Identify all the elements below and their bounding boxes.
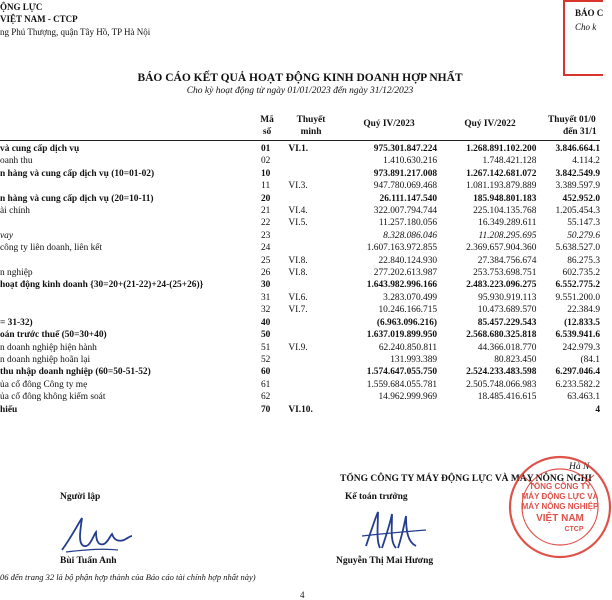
row-label: n nghiệp [0, 268, 33, 279]
row-value-ytd: (84.1 [580, 354, 600, 365]
row-value-q4-2022: 80.823.450 [494, 354, 537, 365]
row-code: 20 [260, 193, 271, 204]
accountant-name: Nguyễn Thị Mai Hương [336, 556, 434, 566]
svg-text:MÁY ĐỘNG LỰC VÀ: MÁY ĐỘNG LỰC VÀ [521, 492, 599, 501]
table-row [0, 255, 600, 267]
row-code: 50 [260, 330, 271, 341]
row-value-q4-2023: 10.246.166.715 [378, 305, 438, 316]
row-label: n hàng và cung cấp dịch vụ (10=01-02) [0, 168, 155, 179]
col-ma: Mã [260, 115, 274, 125]
row-value-ytd: 86.275.3 [567, 255, 600, 266]
row-value-q4-2023: 1.410.630.216 [383, 156, 438, 167]
row-value-ytd: 6.552.775.2 [555, 280, 600, 291]
row-value-q4-2022: 253.753.698.751 [473, 268, 537, 279]
row-note: VI.9. [288, 342, 308, 353]
row-value-q4-2022: 18.485.416.615 [477, 392, 537, 403]
row-code: 62 [260, 392, 271, 403]
row-value-q4-2023: 8.328.086.046 [383, 230, 438, 241]
row-value-q4-2023: 1.643.982.996.166 [366, 280, 438, 291]
row-value-ytd: 452.952.0 [562, 193, 600, 204]
table-row [0, 404, 600, 416]
signing-company: TỔNG CÔNG TY MÁY ĐỘNG LỰC VÀ MÁY NÔNG NGHI [340, 474, 592, 484]
col-q4-2023: Quý IV/2023 [363, 119, 415, 129]
row-value-q4-2023 [330, 404, 437, 416]
form-code-subtitle: Cho k [575, 22, 597, 32]
row-note: VI.6. [288, 292, 308, 303]
row-value-q4-2023: 1.559.684.055.781 [366, 379, 438, 390]
row-value-q4-2023: 975.301.847.224 [373, 144, 438, 154]
row-value-ytd: 242.979.3 [562, 342, 600, 353]
col-thuyet: Thuyết [296, 115, 326, 125]
row-code: 23 [260, 230, 271, 241]
row-value-ytd: 1.205.454.3 [555, 206, 600, 217]
company-seal [502, 447, 612, 567]
row-value-ytd: 3.389.597.9 [555, 181, 600, 192]
row-value-q4-2022: 1.267.142.681.072 [466, 168, 537, 179]
row-code: 25 [260, 255, 271, 266]
row-label: oanh thu [0, 156, 33, 167]
row-note: VI.5. [288, 218, 308, 229]
page-number: 4 [300, 590, 305, 600]
row-value-q4-2023: 1.607.163.972.855 [366, 243, 438, 254]
row-value-q4-2022: 1.748.421.128 [482, 156, 537, 167]
row-value-q4-2023: 62.240.850.811 [378, 342, 438, 353]
table-row [0, 267, 600, 279]
row-value-q4-2022: 1.081.193.879.889 [466, 181, 537, 192]
row-value-ytd: 22.384.9 [567, 305, 600, 316]
row-code: 22 [260, 218, 271, 229]
table-row [0, 292, 600, 304]
row-code: 40 [260, 317, 271, 328]
table-row [0, 342, 600, 354]
row-label [0, 255, 247, 267]
row-value-ytd: 63.463.1 [567, 392, 600, 403]
company-name-line1: ỘNG LỰC [0, 2, 43, 12]
row-note: VI.8. [288, 255, 308, 266]
row-value-q4-2022: 2.505.748.066.983 [466, 379, 537, 390]
footnote: 06 đến trang 32 là bộ phận hợp thành của Báo cáo tài chính hợp nhất này) [0, 572, 256, 582]
row-value-q4-2023: 22.840.124.930 [378, 255, 438, 266]
row-code: 60 [260, 367, 271, 378]
row-value-ytd: 6.233.582.2 [555, 379, 600, 390]
row-label: ủa cổ đông Công ty mẹ [0, 379, 88, 390]
row-value-ytd: 9.551.200.0 [555, 292, 600, 303]
row-code: 52 [260, 354, 271, 365]
company-address: ng Phú Thượng, quận Tây Hồ, TP Hà Nội [0, 27, 151, 37]
income-statement-table [0, 143, 600, 416]
row-value-q4-2023: 14.962.999.969 [378, 392, 438, 403]
table-row [0, 143, 600, 155]
row-value-q4-2023: 947.780.069.468 [373, 181, 438, 192]
row-value-ytd: (12.833.5 [564, 317, 600, 328]
row-note: VI.10. [288, 404, 313, 415]
row-value-q4-2022: 225.104.135.768 [473, 206, 537, 217]
row-note: VI.1. [288, 144, 309, 154]
row-label: ủa cổ đông không kiểm soát [0, 392, 106, 403]
row-note [284, 391, 330, 403]
row-note [284, 168, 330, 180]
col-minh: minh [300, 127, 322, 137]
row-value-q4-2023: 26.111.147.540 [379, 193, 438, 204]
header-divider [0, 140, 600, 141]
accountant-title: Kế toán trưởng [345, 492, 408, 502]
row-value-ytd: 6.297.046.4 [555, 367, 600, 378]
form-code-box [563, 0, 603, 76]
sign-place: Hà N [569, 462, 590, 472]
row-note [284, 155, 330, 167]
row-code: 02 [260, 156, 271, 167]
row-value-q4-2022: 16.349.289.611 [478, 218, 537, 229]
row-value-ytd: 4 [595, 404, 600, 415]
table-row [0, 193, 600, 205]
svg-text:MÁY NÔNG NGHIỆP: MÁY NÔNG NGHIỆP [521, 502, 599, 511]
row-label: hiếu [0, 404, 18, 415]
table-row [0, 379, 600, 391]
row-value-q4-2023: 1.637.019.899.950 [366, 330, 438, 341]
preparer-signature [58, 506, 138, 558]
row-value-q4-2023: 131.993.389 [390, 354, 438, 365]
row-value-q4-2022: 10.473.689.570 [477, 305, 537, 316]
row-value-q4-2023: 11.257.180.056 [378, 218, 438, 229]
table-row [0, 366, 600, 378]
row-code: 30 [260, 280, 271, 291]
row-value-ytd: 5.638.527.0 [555, 243, 600, 254]
row-value-q4-2023: 277.202.613.987 [373, 268, 438, 279]
row-value-q4-2023: (6.963.096.216) [376, 317, 438, 328]
row-value-q4-2022: 2.369.657.904.360 [466, 243, 537, 254]
table-row [0, 230, 600, 242]
row-note: VI.3. [288, 181, 308, 192]
row-note [284, 379, 330, 391]
row-note [284, 230, 330, 242]
row-value-ytd: 6.539.941.6 [555, 330, 600, 341]
svg-text:TỔNG CÔNG TY: TỔNG CÔNG TY [529, 482, 591, 491]
row-value-q4-2022: 44.366.018.770 [477, 342, 537, 353]
row-note: VI.4. [288, 206, 308, 217]
row-note [284, 329, 330, 341]
row-label: vay [0, 230, 14, 241]
row-note: VI.7. [288, 305, 308, 316]
row-value-q4-2023: 973.891.217.008 [373, 168, 438, 179]
row-note [284, 366, 330, 378]
row-code: 31 [260, 292, 271, 303]
row-value-ytd: 50.279.6 [567, 230, 600, 241]
table-row [0, 155, 600, 167]
row-label: oán trước thuế (50=30+40) [0, 330, 107, 341]
svg-text:VIỆT NAM: VIỆT NAM [536, 513, 584, 524]
row-value-q4-2022: 2.568.680.325.818 [466, 330, 537, 341]
row-value-q4-2023: 3.283.070.499 [383, 292, 438, 303]
row-code: 61 [260, 379, 271, 390]
table-row [0, 279, 600, 291]
row-label [0, 180, 247, 192]
table-row [0, 168, 600, 180]
row-label [0, 304, 247, 316]
row-note [284, 242, 330, 254]
table-row [0, 205, 600, 217]
row-value-q4-2022: 2.483.223.096.275 [466, 280, 537, 291]
table-row [0, 217, 600, 229]
company-name-line2: VIỆT NAM - CTCP [0, 14, 78, 24]
row-code: 70 [260, 404, 271, 415]
row-value-q4-2023: 322.007.794.744 [373, 206, 438, 217]
table-row [0, 304, 600, 316]
row-value-q4-2022: 11.208.295.695 [478, 230, 537, 241]
col-ytd-line2: đến 31/1 [563, 127, 597, 137]
row-value-q4-2022: 1.268.891.102.200 [466, 144, 537, 154]
row-label: và cung cấp dịch vụ [0, 144, 80, 154]
row-label: n doanh nghiệp hiện hành [0, 342, 97, 353]
col-ytd-line1: Thuyết 01/0 [548, 115, 596, 125]
row-value-ytd: 3.842.549.9 [555, 168, 600, 179]
row-value-q4-2022: 85.457.229.543 [477, 317, 537, 328]
row-label [0, 292, 247, 304]
row-value-ytd: 602.735.2 [562, 268, 600, 279]
row-value-q4-2022: 27.384.756.674 [477, 255, 537, 266]
row-value-q4-2023: 1.574.647.055.750 [366, 367, 438, 378]
row-note [284, 317, 330, 329]
row-label: thu nhập doanh nghiệp (60=50-51-52) [0, 367, 151, 378]
row-label: hoạt động kinh doanh {30=20+(21-22)+24-(25+26)} [0, 280, 204, 291]
table-row [0, 180, 600, 192]
row-code: 24 [260, 243, 271, 254]
row-label: = 31-32) [0, 317, 33, 328]
col-q4-2022: Quý IV/2022 [464, 119, 516, 129]
table-row [0, 329, 600, 341]
table-row [0, 391, 600, 403]
accountant-signature [360, 506, 430, 558]
row-value-ytd: 4.114.2 [572, 156, 600, 167]
row-note [284, 354, 330, 366]
row-value-q4-2022: 2.524.233.483.598 [466, 367, 537, 378]
row-value-ytd: 55.147.3 [567, 218, 600, 229]
report-period: Cho kỳ hoạt động từ ngày 01/01/2023 đến ngày 31/12/2023 [186, 86, 414, 96]
row-code: 01 [260, 144, 271, 154]
row-label: ài chính [0, 206, 30, 217]
row-code: 11 [261, 181, 271, 192]
row-value-q4-2022 [437, 404, 536, 416]
table-row [0, 317, 600, 329]
income-statement-rows [0, 143, 600, 416]
table-row [0, 242, 600, 254]
row-value-q4-2022: 185.948.801.183 [473, 193, 537, 204]
row-label: công ty liên doanh, liên kết [0, 243, 103, 254]
row-code: 51 [260, 342, 271, 353]
row-note [284, 279, 330, 291]
row-code: 21 [260, 206, 271, 217]
row-value-q4-2022: 95.930.919.113 [478, 292, 537, 303]
row-code: 26 [260, 268, 271, 279]
preparer-title: Người lập [60, 492, 101, 502]
table-row [0, 354, 600, 366]
row-value-ytd: 3.846.664.1 [555, 144, 600, 154]
row-label [0, 217, 247, 229]
row-code: 32 [260, 305, 271, 316]
row-label: n hàng và cung cấp dịch vụ (20=10-11) [0, 193, 154, 204]
row-label: n doanh nghiệp hoãn lại [0, 354, 91, 365]
col-so: số [262, 127, 272, 137]
row-note [284, 193, 330, 205]
row-note: VI.8. [288, 268, 308, 279]
report-title: BÁO CÁO KẾT QUẢ HOẠT ĐỘNG KINH DOANH HỢP NHẤT [137, 72, 463, 84]
row-code: 10 [260, 168, 271, 179]
svg-text:CTCP: CTCP [564, 526, 584, 533]
preparer-name: Bùi Tuấn Anh [60, 556, 117, 566]
form-code-title: BÁO C [575, 8, 604, 18]
